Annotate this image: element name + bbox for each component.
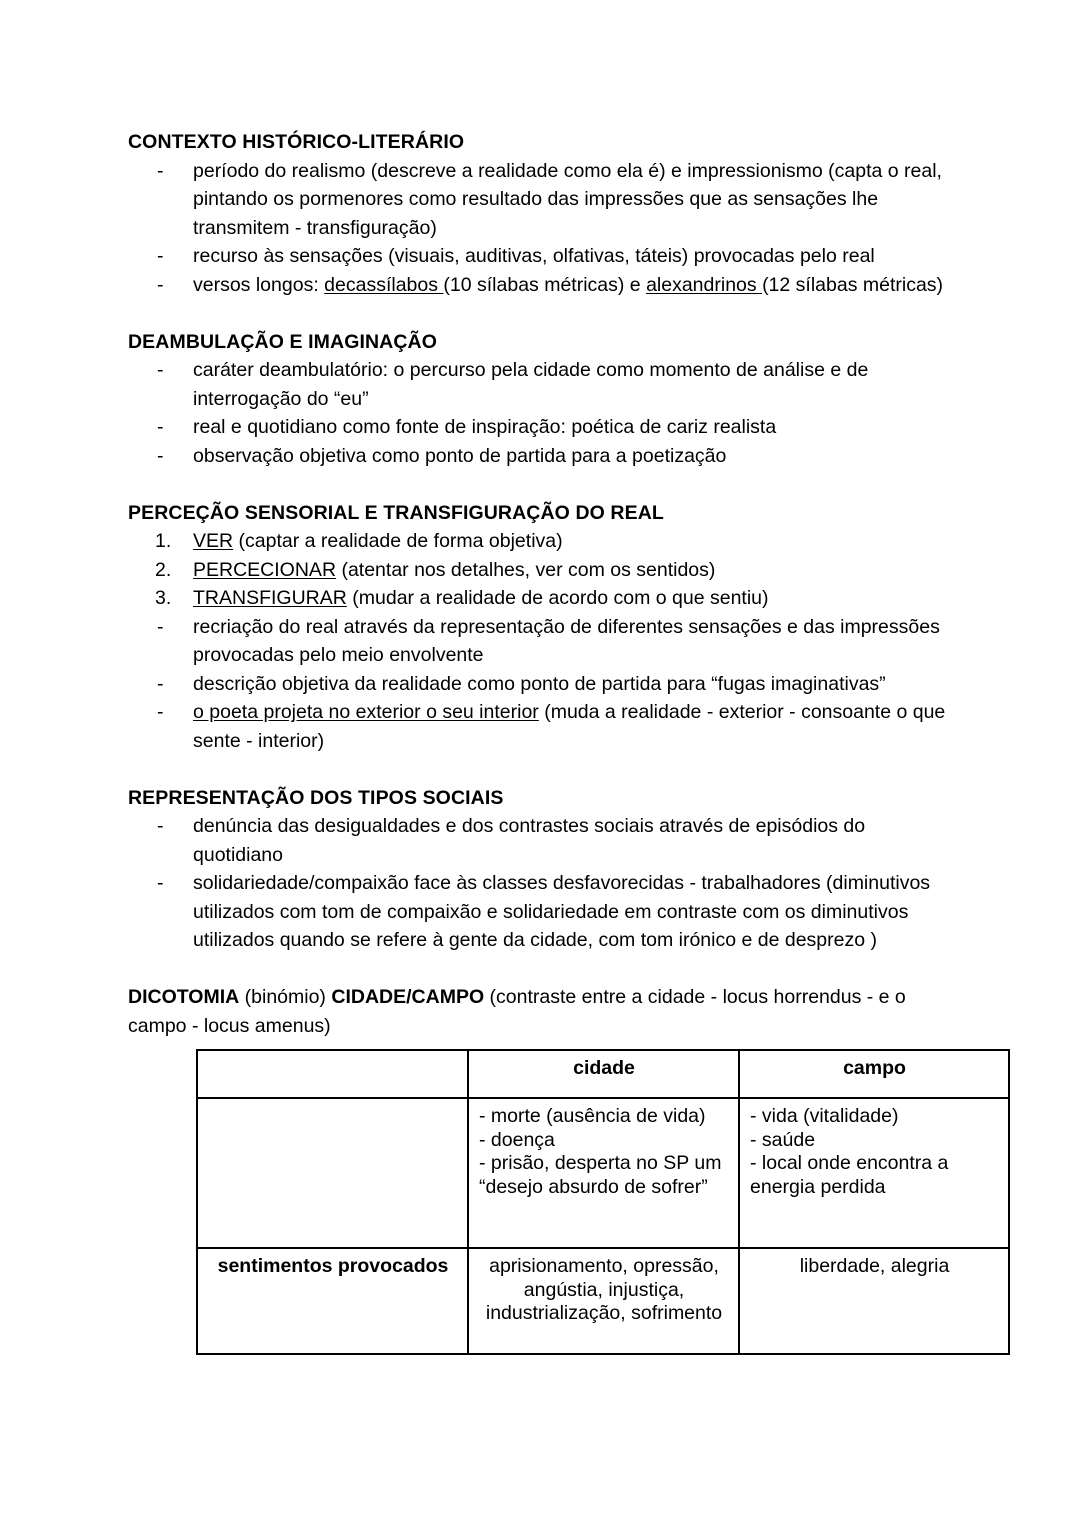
list-tipos-sociais <box>128 812 960 955</box>
dicotomia-table-wrap <box>128 1049 960 1355</box>
table-row <box>197 1248 1009 1354</box>
table-cell-cidade-sentimentos: aprisionamento, opressão, angústia, injustiça, industrialização, sofrimento <box>468 1248 739 1354</box>
dicotomia-paragraph: DICOTOMIA (binómio) CIDADE/CAMPO (contraste entre a cidade - locus horrendus - e o campo - locus amenus) <box>128 986 906 1037</box>
list-marker: - <box>157 615 164 638</box>
table-cell-cidade-traits: - morte (ausência de vida) - doença - prisão, desperta no SP um “desejo absurdo de sofrer” <box>468 1098 739 1248</box>
list-item <box>128 613 960 670</box>
list-item <box>128 157 960 243</box>
list-marker: - <box>157 444 164 467</box>
table-cell-label-sentimentos: sentimentos provocados <box>197 1248 468 1354</box>
list-marker: - <box>157 872 164 894</box>
list-item-text: o poeta projeta no exterior o seu interior (muda a realidade - exterior - consoante o que sente - interior) <box>193 701 946 752</box>
table-row <box>197 1098 1009 1248</box>
list-marker: - <box>157 245 164 267</box>
table-header-cell-cidade: cidade <box>468 1050 739 1098</box>
list-item <box>128 356 960 413</box>
list-item-text: período do realismo (descreve a realidade como ela é) e impressionismo (capta o real, pintando os pormenores como resultado das impressões que as sensações lhe transmitem - transfiguração) <box>193 159 942 239</box>
list-item <box>128 413 960 442</box>
section-heading-percecao: PERCEÇÃO SENSORIAL E TRANSFIGURAÇÃO DO REAL <box>128 501 664 524</box>
list-item <box>128 242 960 271</box>
dicotomia-table <box>196 1049 1010 1355</box>
list-item <box>128 869 960 955</box>
list-item-text: observação objetiva como ponto de partida para a poetização <box>193 444 727 467</box>
list-item <box>128 556 960 585</box>
list-item <box>128 670 960 699</box>
table-header-cell-campo: campo <box>739 1050 1009 1098</box>
list-item-text: real e quotidiano como fonte de inspiração: poética de cariz realista <box>193 416 777 438</box>
list-marker: - <box>157 159 164 182</box>
list-item <box>128 698 960 755</box>
list-item-text: TRANSFIGURAR (mudar a realidade de acordo com o que sentiu) <box>193 587 769 609</box>
section-gap <box>128 299 960 328</box>
list-item <box>128 812 960 869</box>
table-cell-label-empty <box>197 1098 468 1248</box>
list-marker: - <box>157 815 164 837</box>
list-marker: - <box>157 672 164 695</box>
list-item-text: recriação do real através da representação de diferentes sensações e das impressões provocadas pelo meio envolvente <box>193 615 940 666</box>
section-heading-tipos-sociais: REPRESENTAÇÃO DOS TIPOS SOCIAIS <box>128 786 504 809</box>
section-heading-deambulacao: DEAMBULAÇÃO E IMAGINAÇÃO <box>128 330 437 353</box>
list-marker: - <box>157 701 164 723</box>
list-item-text: PERCECIONAR (atentar nos detalhes, ver com os sentidos) <box>193 558 716 581</box>
list-item <box>128 527 960 556</box>
list-marker: - <box>157 359 164 381</box>
document-body <box>128 128 960 1355</box>
list-deambulacao <box>128 356 960 470</box>
table-cell-campo-sentimentos: liberdade, alegria <box>739 1248 1009 1354</box>
list-item <box>128 442 960 471</box>
section-heading-contexto: CONTEXTO HISTÓRICO-LITERÁRIO <box>128 131 465 153</box>
list-contexto <box>128 157 960 300</box>
table-header-cell-empty <box>197 1050 468 1098</box>
list-item-text: recurso às sensações (visuais, auditivas, olfativas, táteis) provocadas pelo real <box>193 245 875 267</box>
list-marker: 2. <box>155 558 172 581</box>
section-gap <box>128 470 960 499</box>
list-marker: - <box>157 273 164 296</box>
list-item-text: descrição objetiva da realidade como ponto de partida para “fugas imaginativas” <box>193 672 886 695</box>
list-percecao <box>128 527 960 755</box>
list-item <box>128 584 960 613</box>
list-marker: 3. <box>155 587 172 609</box>
list-item-text: VER (captar a realidade de forma objetiva) <box>193 530 563 552</box>
list-marker: - <box>157 416 164 438</box>
section-gap <box>128 755 960 784</box>
list-marker: 1. <box>155 530 172 552</box>
list-item-text: caráter deambulatório: o percurso pela cidade como momento de análise e de interrogação do “eu” <box>193 359 869 410</box>
list-item-text: versos longos: decassílabos (10 sílabas métricas) e alexandrinos (12 sílabas métricas) <box>193 273 944 296</box>
list-item-text: denúncia das desigualdades e dos contrastes sociais através de episódios do quotidiano <box>193 815 866 866</box>
list-item <box>128 271 960 300</box>
table-cell-campo-traits: - vida (vitalidade) - saúde - local onde encontra a energia perdida <box>739 1098 1009 1248</box>
section-gap <box>128 955 960 984</box>
table-header-row <box>197 1050 1009 1098</box>
list-item-text: solidariedade/compaixão face às classes desfavorecidas - trabalhadores (diminutivos utilizados com tom de compaixão e solidariedade em contraste com os diminutivos utilizados quando se refere à gente da cidade, com tom irónico e de desprezo ) <box>193 872 931 951</box>
